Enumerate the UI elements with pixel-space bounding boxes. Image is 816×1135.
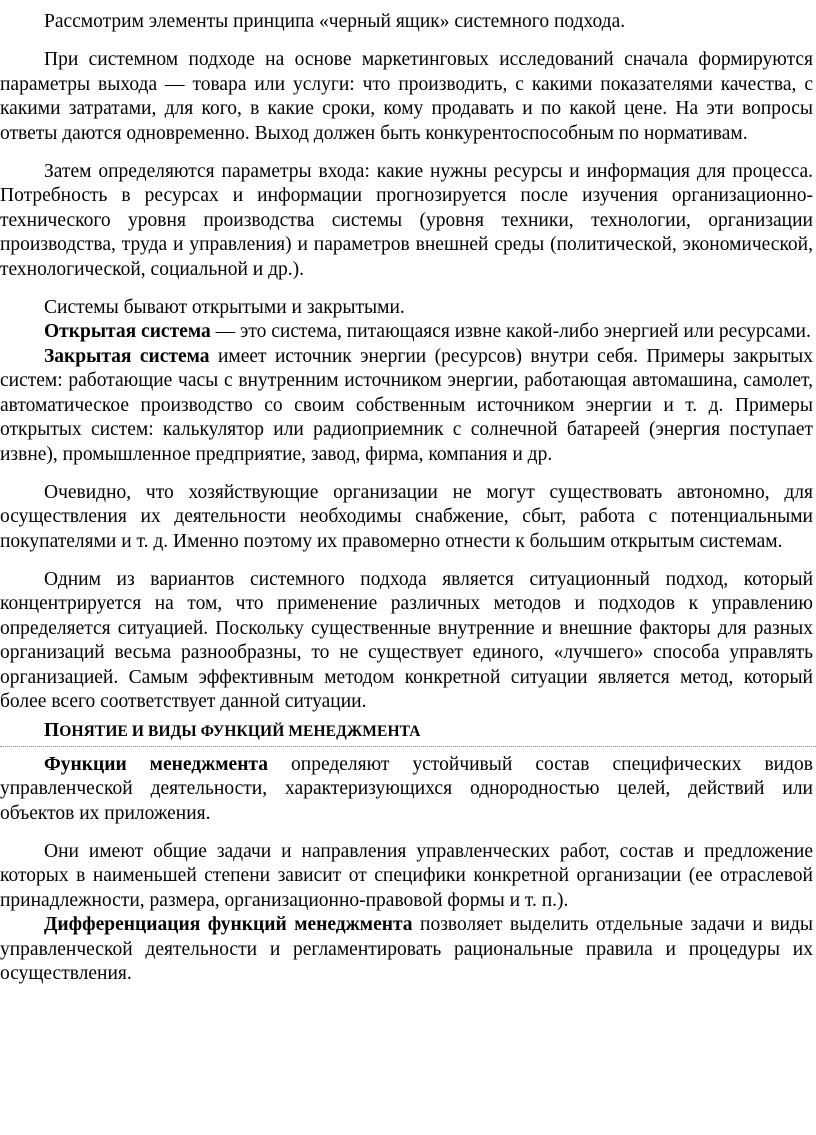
heading-rest: ОНЯТИЕ И ВИДЫ ФУНКЦИЙ МЕНЕДЖМЕНТА (59, 722, 421, 740)
paragraph-text: Затем определяются параметры входа: какие нужны ресурсы и информация для процесса. Потребность в ресурсах и информации прогнозируется после изучения организационно-технического уровня производства системы (уровня техники, технологии, организации производства, труда и управления) и параметров внешней среды (политической, экономической, технологической, социальной и др.). (0, 160, 813, 280)
term-management-functions: Функции менеджмента (44, 753, 268, 775)
paragraph-text: имеет источник энергии (ресурсов) внутри себя. Примеры закрытых систем: работающие часы с внутренним источником энергии, работающая автомашина, самолет, автоматическое производство со своим собственным источником энергии и т. д. Примеры открытых систем: калькулятор или радиоприемник с солнечной батареей (энергия поступает извне), промышленное предприятие, завод, фирма, компания и др. (0, 345, 813, 465)
paragraph-output-parameters (0, 48, 813, 146)
paragraph-text: При системном подходе на основе маркетинговых исследований сначала формируются параметры выхода — товара или услуги: что производить, с какими показателями качества, с какими затратами, для кого, в какие сроки, кому продавать и по какой цене. На эти вопросы ответы даются одновременно. Выход должен быть конкурентоспособным по нормативам. (0, 49, 813, 144)
paragraph-black-box-intro (0, 10, 813, 35)
paragraph-common-tasks (0, 840, 813, 914)
heading-first-letter: П (44, 719, 60, 741)
paragraph-organizations-open (0, 481, 813, 555)
paragraph-management-functions (0, 753, 813, 827)
paragraph-closed-system (0, 345, 813, 468)
paragraph-text: позволяет выделить отдельные задачи и виды управленческой деятельности и регламентировать рациональные правила и процедуры их осуществления. (0, 914, 814, 984)
heading-divider (0, 746, 816, 747)
term-closed-system: Закрытая система (44, 345, 210, 367)
paragraph-text: Очевидно, что хозяйствующие организации не могут существовать автономно, для осуществления их деятельности необходимы снабжение, сбыт, работа с потенциальными покупателями и т. д. Именно поэтому их правомерно отнести к большим открытым системам. (0, 481, 813, 552)
paragraph-system-types (0, 296, 813, 321)
paragraph-text: Системы бывают открытыми и закрытыми. (44, 296, 405, 318)
paragraph-input-parameters (0, 160, 813, 283)
paragraph-open-system (0, 320, 813, 345)
section-heading (0, 719, 816, 744)
paragraph-text: Одним из вариантов системного подхода является ситуационный подход, который концентрируется на том, что применение различных методов и подходов к управлению определяется ситуацией. Поскольку существенные внутренние и внешние факторы для разных организаций весьма разнообразны, то не существует единого, «лучшего» способа управлять организацией. Самым эффективным методом конкретной ситуации является метод, который более всего соответствует данной ситуации. (0, 568, 813, 712)
paragraph-text: Они имеют общие задачи и направления управленческих работ, состав и предложение которых в наименьшей степени зависит от специфики конкретной организации (ее отраслевой принадлежности, размера, организационно-правовой формы и т. п.). (0, 840, 813, 911)
term-differentiation: Дифференциация функций менеджмента (44, 914, 413, 935)
paragraph-text: — это система, питающаяся извне какой-либо энергией или ресурсами. (210, 321, 811, 342)
paragraph-text: Рассмотрим элементы принципа «черный ящик» системного подхода. (44, 11, 626, 32)
paragraph-text: определяют устойчивый состав специфических видов управленческой деятельности, характеризующихся однородностью целей, действий или объектов их приложения. (0, 753, 813, 824)
paragraph-differentiation (0, 913, 813, 987)
term-open-system: Открытая система (44, 321, 211, 342)
paragraph-situational-approach (0, 568, 813, 715)
